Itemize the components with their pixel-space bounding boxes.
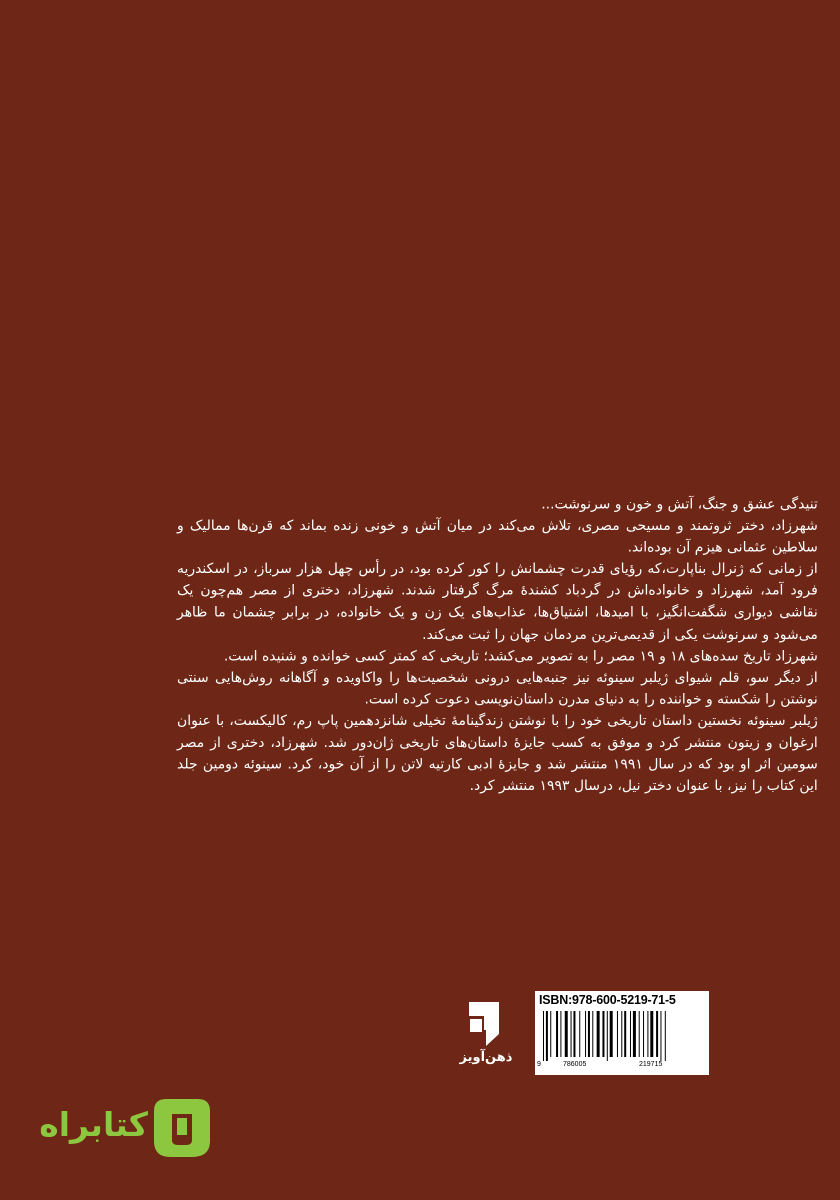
barcode-bar <box>639 1011 640 1057</box>
barcode-digit-first: 9 <box>537 1061 541 1068</box>
book-badge-icon <box>152 1097 212 1159</box>
isbn-barcode <box>535 991 709 1075</box>
isbn-label: ISBN:978-600-5219-71-5 <box>539 993 676 1007</box>
barcode-bar <box>665 1011 666 1061</box>
barcode-bar <box>560 1011 561 1057</box>
barcode-bar <box>643 1011 644 1057</box>
barcode-bar <box>656 1011 658 1057</box>
blurb-paragraph-2: شهرزاد، دختر ثروتمند و مسیحی مصری، تلاش می‌کند در میان آتش و خونی زنده بماند که قرن‌ها ممالیک و سلاطین عثمانی هیزم آن بوده‌اند. <box>177 517 818 556</box>
barcode-bar <box>647 1011 648 1057</box>
barcode-bar <box>633 1011 636 1057</box>
barcode-bar <box>630 1011 631 1057</box>
barcode-bar <box>556 1011 558 1057</box>
publisher-name: ذهن‌آویز <box>459 1050 513 1065</box>
barcode-bar <box>565 1011 568 1057</box>
blurb-paragraph-5: از دیگر سو، قلم شیوای ژیلبر سینوئه نیز جنبه‌هایی درونی شخصیت‌ها را واکاویده و آگاهانه روش‌هایی سنتی نوشتن را شکسته و خواننده را به دنیای مدرن داستان‌نویسی دعوت کرده است. <box>177 669 818 708</box>
barcode-bar <box>624 1011 626 1057</box>
blurb-paragraph-1: تنیدگی عشق و جنگ، آتش و خون و سرنوشت... <box>541 495 818 512</box>
barcode-bar <box>621 1011 622 1057</box>
barcode-bar <box>650 1011 653 1057</box>
barcode-bar <box>597 1011 600 1057</box>
barcode-bar <box>610 1011 613 1057</box>
barcode-bar <box>573 1011 575 1057</box>
barcode-bar <box>579 1011 580 1057</box>
barcode-bar <box>543 1011 544 1061</box>
blurb-paragraph-4: شهرزاد تاریخ سده‌های ۱۸ و ۱۹ مصر را به تصویر می‌کشد؛ تاریخی که کمتر کسی خوانده و شنیده است. <box>223 647 818 664</box>
publisher-mark-icon <box>455 996 517 1048</box>
barcode-bar <box>592 1011 593 1057</box>
barcode-bar <box>607 1011 608 1061</box>
publisher-logo <box>455 996 517 1070</box>
blurb-paragraph-3: از زمانی که ژنرال بناپارت،که رؤیای قدرت چشمانش را کور کرده بود، در رأس چهل هزار سرباز، در اسکندریه فرود آمد، شهرزاد و خانواده‌اش در گردباد کشندهٔ مرگ گرفتار شدند. شهرزاد، دختری از مصر هم‌چون یک نقاشی دیواری شگفت‌انگیز، با امیدها، اشتیاق‌ها، عذاب‌های یک زن و یک خانواده، در برابر چشمان ما ظاهر می‌شود و سرنوشت یکی از قدیمی‌ترین مردمان جهان را ثبت می‌کند. <box>177 560 818 643</box>
barcode-bar <box>571 1011 572 1057</box>
barcode-digits-left: 786005 <box>563 1061 587 1068</box>
store-logo <box>40 1097 212 1161</box>
barcode-bars <box>543 1011 701 1061</box>
barcode-bar <box>585 1011 586 1057</box>
barcode-bar <box>546 1011 548 1061</box>
barcode-bar <box>550 1011 551 1057</box>
barcode-bar <box>660 1011 661 1061</box>
barcode-bar <box>602 1011 604 1057</box>
back-cover-blurb <box>177 493 818 797</box>
barcode-bar <box>588 1011 590 1057</box>
barcode-bar <box>617 1011 618 1057</box>
barcode-digits-right: 219715 <box>639 1061 663 1068</box>
store-name: کتابراه <box>39 1105 148 1144</box>
blurb-paragraph-6: ژیلبر سینوئه نخستین داستان تاریخی خود را با نوشتن زندگینامهٔ تخیلی شانزدهمین پاپ رم، کالیکست، با عنوان ارغوان و زیتون منتشر کرد و موفق به کسب جایزهٔ داستان‌های تاریخی ژان‌دور شد. شهرزاد، دختری از مصر سومین اثر او بود که در سال ۱۹۹۱ منتشر شد و جایزهٔ ادبی کارتیه لاتن را از آن خود، کرد. سینوئه دومین جلد این کتاب را نیز، با عنوان دختر نیل، درسال ۱۹۹۳ منتشر کرد. <box>177 712 818 794</box>
